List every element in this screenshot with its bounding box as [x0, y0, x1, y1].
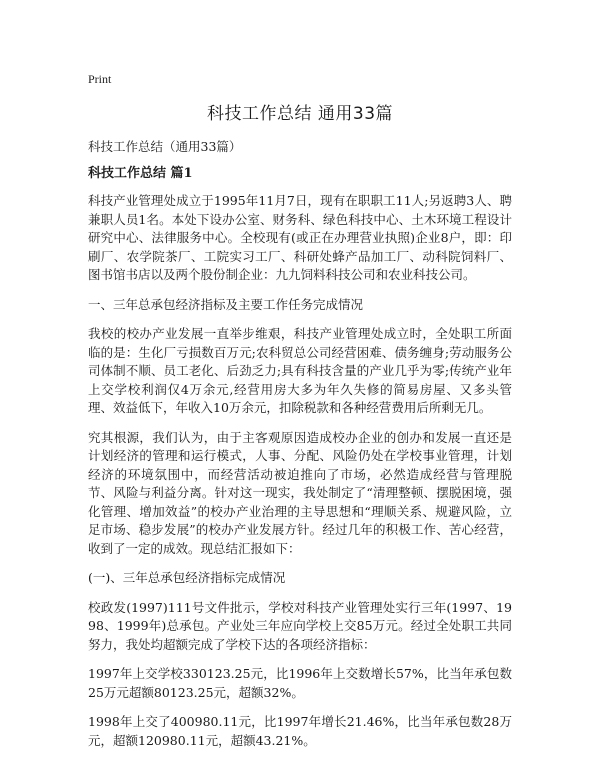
- print-label[interactable]: Print: [88, 72, 112, 86]
- paragraph-analysis: 究其根源，我们认为，由于主客观原因造成校办企业的创办和发展一直还是计划经济的管理和运行模式，人事、分配、风险仍处在学校事业管理，计划经济的环境氛围中，而经营活动被迫推向了市场，必然造成经营与管理脱节、风险与利益分离。针对这一现实，我处制定了“清理整顿、摆脱困境，强化管理、增加效益”的校办产业治理的主导思想和“理顺关系、规避风险，立足市场、稳步发展”的校办产业发展方针。经过几年的积极工作、苦心经营，收到了一定的成效。现总结汇报如下：: [88, 429, 512, 556]
- paragraph-intro: 科技产业管理处成立于1995年11月7日，现有在职职工11人;另返聘3人、聘兼职人员1名。本处下设办公室、财务科、绿色科技中心、土木环境工程设计研究中心、法律服务中心。全校现有(或正在办理营业执照)企业8户，即：印刷厂、农学院茶厂、工院实习工厂、科研处蜂产品加工厂、动科院饲料厂、图书馆书店以及两个股份制企业：九九饲料科技公司和农业科技公司。: [88, 193, 512, 282]
- section-heading: 科技工作总结 篇1: [88, 166, 193, 181]
- paragraph-1998: 1998年上交了400980.11元，比1997年增长21.46%，比当年承包数28万元，超额120980.11元，超额43.21%。: [88, 714, 512, 748]
- paragraph-heading-2: (一)、三年总承包经济指标完成情况: [88, 570, 286, 585]
- paragraph-background: 我校的校办产业发展一直举步维艰，科技产业管理处成立时，全处职工所面临的是：生化厂亏损数百万元;农科贸总公司经营困难、债务缠身;劳动服务公司体制不顺、员工老化、后劲乏力;具有科技含量的产业几乎为零;传统产业年上交学校利润仅4万余元,经营用房大多为年久失修的简易房屋、又多头管理、效益低下，年收入10万余元，扣除税款和各种经营费用后所剩无几。: [88, 326, 512, 415]
- document-subtitle: 科技工作总结（通用33篇）: [88, 139, 242, 154]
- paragraph-contract: 校政发(1997)111号文件批示，学校对科技产业管理处实行三年(1997、1998、1999年)总承包。产业处三年应向学校上交85万元。经过全处职工共同努力，我处均超额完成了学校下达的各项经济指标：: [88, 599, 512, 652]
- paragraph-heading-1: 一、三年总承包经济指标及主要工作任务完成情况: [88, 296, 364, 312]
- document-title: 科技工作总结 通用33篇: [206, 104, 394, 124]
- paragraph-1997: 1997年上交学校330123.25元，比1996年上交数增长57%，比当年承包数25万元超额80123.25元，超额32%。: [88, 666, 512, 700]
